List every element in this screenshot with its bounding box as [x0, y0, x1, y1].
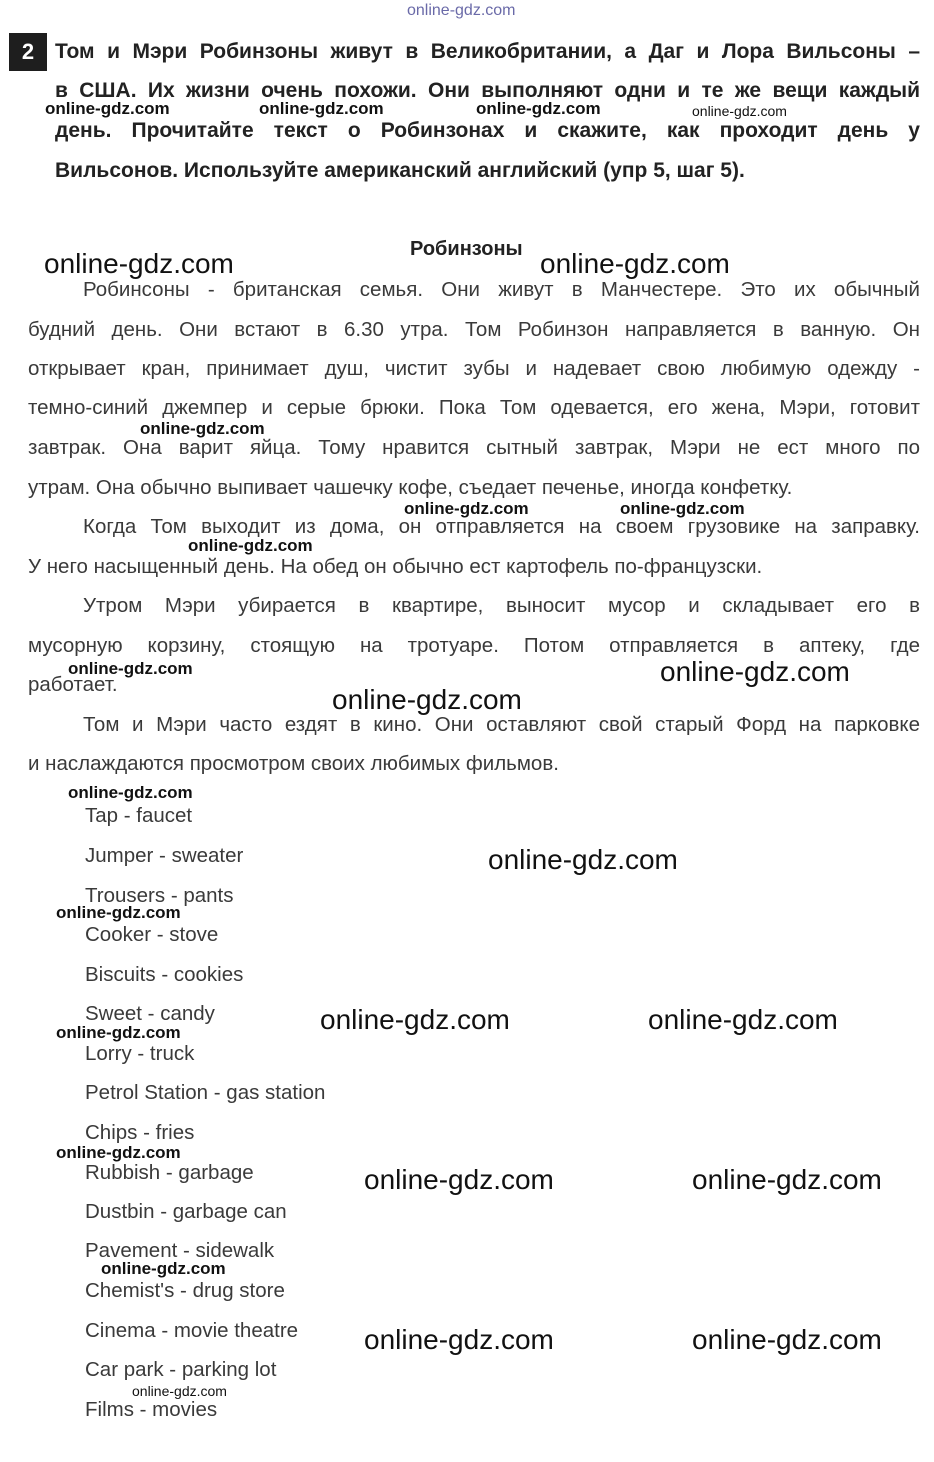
vocab-item: Lorry - truck [85, 1042, 195, 1065]
watermark: online-gdz.com [660, 656, 850, 687]
vocab-item: Petrol Station - gas station [85, 1081, 326, 1104]
paragraph-line: и наслаждаются просмотром своих любимых фильмов. [28, 752, 559, 775]
vocab-item: Biscuits - cookies [85, 963, 244, 986]
paragraph-line: утрам. Она обычно выпивает чашечку кофе, съедает печенье, иногда конфетку. [28, 476, 793, 499]
watermark: online-gdz.com [140, 419, 265, 438]
paragraph-line: Том и Мэри часто ездят в кино. Они оставляют свой старый Форд на парковке [83, 713, 920, 736]
vocab-item: Jumper - sweater [85, 844, 244, 867]
task-line-1: Том и Мэри Робинзоны живут в Великобритании, а Даг и Лора Вильсоны – [55, 40, 920, 63]
vocab-item: Sweet - candy [85, 1002, 215, 1025]
watermark: online-gdz.com [332, 684, 522, 715]
paragraph-line: Когда Том выходит из дома, он отправляется на своем грузовике на заправку. [83, 515, 920, 538]
watermark: online-gdz.com [648, 1004, 838, 1035]
watermark: online-gdz.com [259, 99, 384, 118]
paragraph-line: будний день. Они встают в 6.30 утра. Том Робинзон направляется в ванную. Он [28, 318, 920, 341]
watermark: online-gdz.com [320, 1004, 510, 1035]
vocab-item: Dustbin - garbage can [85, 1200, 287, 1223]
watermark: online-gdz.com [404, 499, 529, 518]
text-title: Робинзоны [410, 238, 523, 260]
watermark: online-gdz.com [101, 1259, 226, 1278]
watermark: online-gdz.com [488, 844, 678, 875]
task-line-3: день. Прочитайте текст о Робинзонах и скажите, как проходит день у [55, 119, 920, 142]
paragraph-line: Робинсоны - британская семья. Они живут в Манчестере. Это их обычный [83, 278, 920, 301]
watermark: online-gdz.com [364, 1164, 554, 1195]
vocab-item: Cinema - movie theatre [85, 1319, 299, 1342]
vocab-item: Cooker - stove [85, 923, 219, 946]
watermark: online-gdz.com [620, 499, 745, 518]
watermark: online-gdz.com [476, 99, 601, 118]
paragraph-line: мусорную корзину, стоящую на тротуаре. Потом отправляется в аптеку, где [28, 634, 920, 657]
watermark: online-gdz.com [68, 783, 193, 802]
paragraph-line: завтрак. Она варит яйца. Тому нравится сытный завтрак, Мэри не ест много по [28, 436, 920, 459]
watermark: online-gdz.com [45, 99, 170, 118]
watermark: online-gdz.com [364, 1324, 554, 1355]
vocab-item: Tap - faucet [85, 804, 193, 827]
paragraph-line: У него насыщенный день. На обед он обычно ест картофель по-французски. [28, 555, 763, 578]
watermark: online-gdz.com [56, 903, 181, 922]
watermark: online-gdz.com [692, 1164, 882, 1195]
vocab-item: Rubbish - garbage [85, 1161, 254, 1184]
paragraph-line: работает. [28, 673, 118, 696]
paragraph-line: темно-синий джемпер и серые брюки. Пока Том одевается, его жена, Мэри, готовит [28, 396, 920, 419]
watermark: online-gdz.com [44, 248, 234, 279]
watermark: online-gdz.com [56, 1023, 181, 1042]
paragraph-line: Утром Мэри убирается в квартире, выносит мусор и складывает его в [83, 594, 920, 617]
vocab-item: Films - movies [85, 1398, 218, 1421]
watermark: online-gdz.com [540, 248, 730, 279]
watermark: online-gdz.com [132, 1383, 227, 1399]
header-watermark: online-gdz.com [407, 2, 516, 19]
task-line-2: в США. Их жизни очень похожи. Они выполняют одни и те же вещи каждый [55, 79, 920, 102]
vocab-item: Chemist's - drug store [85, 1279, 285, 1302]
vocab-item: Chips - fries [85, 1121, 195, 1144]
watermark: online-gdz.com [188, 536, 313, 555]
vocab-item: Car park - parking lot [85, 1358, 277, 1381]
watermark: online-gdz.com [692, 1324, 882, 1355]
paragraph-line: открывает кран, принимает душ, чистит зубы и надевает свою любимую одежду - [28, 357, 920, 380]
watermark: online-gdz.com [692, 103, 787, 119]
watermark: online-gdz.com [68, 659, 193, 678]
watermark: online-gdz.com [56, 1143, 181, 1162]
vocab-item: Pavement - sidewalk [85, 1239, 275, 1262]
task-number-badge: 2 [9, 33, 47, 71]
vocab-item: Trousers - pants [85, 884, 234, 907]
task-line-4: Вильсонов. Используйте американский английский (упр 5, шаг 5). [55, 159, 745, 182]
